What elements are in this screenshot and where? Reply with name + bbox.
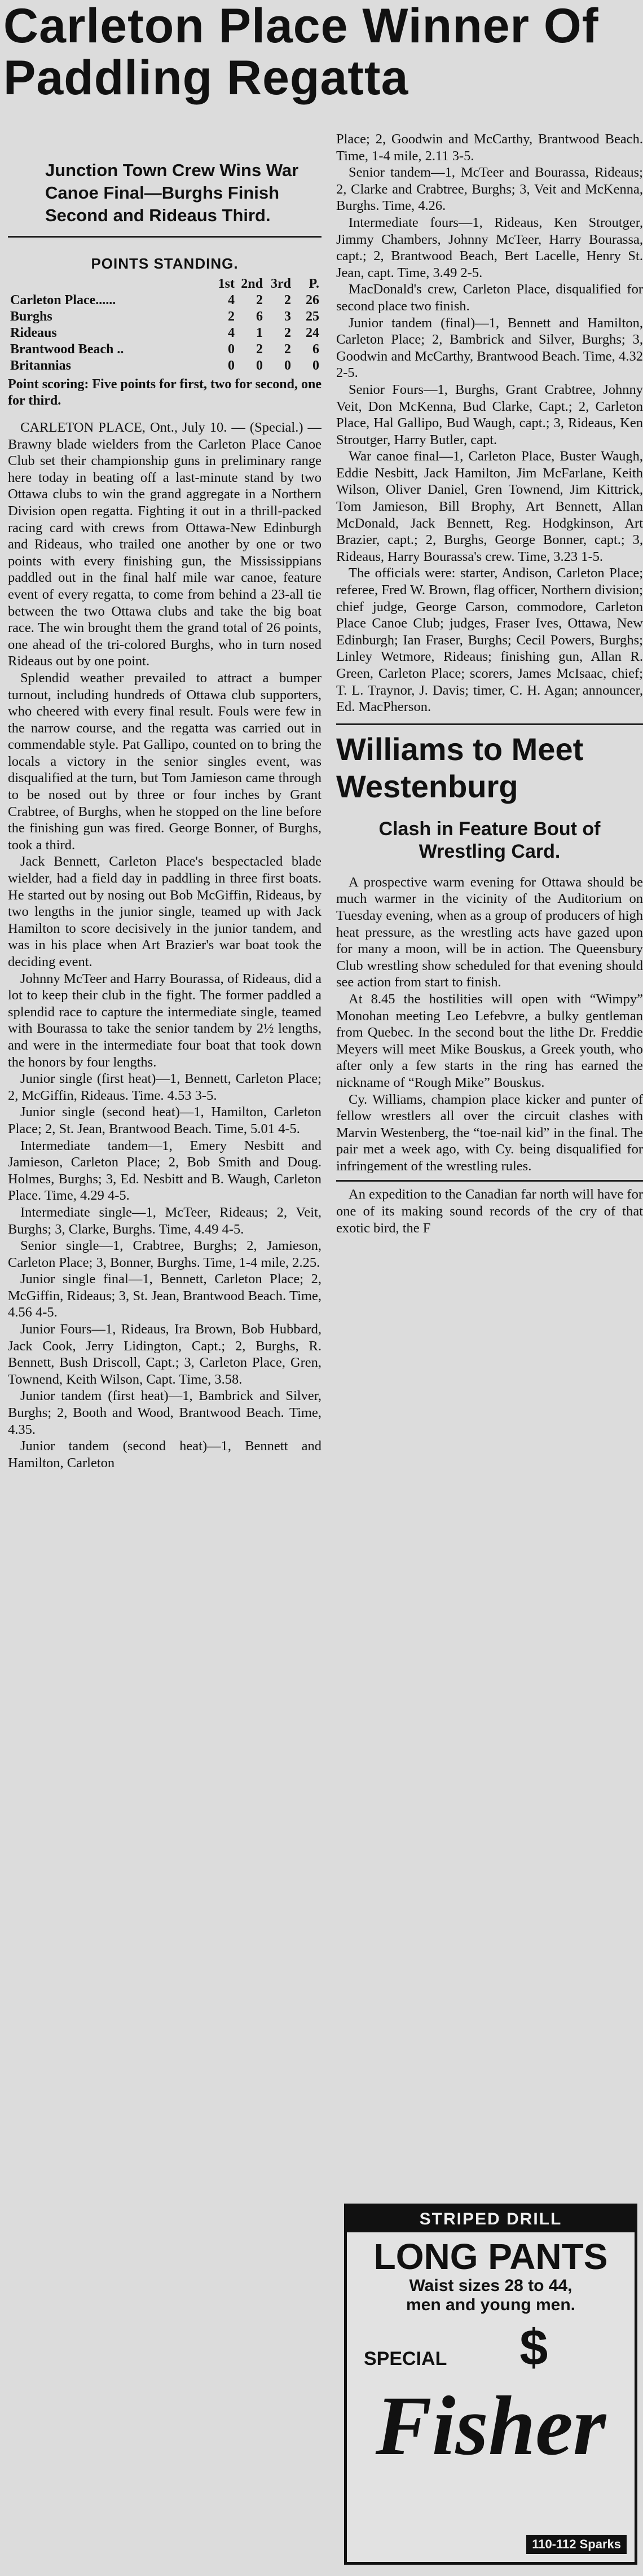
result-paragraph: Junior single (first heat)—1, Bennett, Carleton Place; 2, McGiffin, Rideaus. Time. 4.53 3-5. xyxy=(8,1071,322,1103)
result-paragraph: Junior tandem (first heat)—1, Bambrick and Silver, Burghs; 2, Booth and Wood, Brantwood Beach. Time, 4.35. xyxy=(8,1388,322,1437)
ad-address: 110-112 Sparks xyxy=(526,2535,627,2554)
standing-cell: 0 xyxy=(228,342,235,357)
williams-headline: Williams to Meet Westenburg xyxy=(336,731,584,804)
club-name: Brantwood Beach .. xyxy=(10,342,124,357)
standing-row xyxy=(8,358,322,374)
wrestling-paragraph: At 8.45 the hostilities will open with “Wimpy” Monohan meeting Leo Lefebvre, a bulky gentleman from Quebec. In the second bout the lithe Dr. Freddie Meyers will meet Mike Bouskus, a Greek youth, who after only a few starts in the ring has earned the nickname of “Rough Mike” Bouskus. xyxy=(336,991,643,1090)
ad-product: LONG PANTS xyxy=(373,2236,608,2277)
standing-header-row xyxy=(8,276,322,292)
regatta-article xyxy=(8,255,322,2569)
standing-header: 2nd xyxy=(241,277,263,291)
ad-special-label: SPECIAL xyxy=(364,2348,447,2369)
result-paragraph: Junior tandem (final)—1, Bennett and Hamilton, Carleton Place; 2, Bambrick and Silver, Burghs; 3, Goodwin and McCarthy, Brantwood Beach. Time, 4.32 2-5. xyxy=(336,315,643,381)
standing-cell: 0 xyxy=(284,358,291,373)
article-paragraph: Splendid weather prevailed to attract a bumper turnout, including hundreds of Ottawa club supporters, who cheered with every final result. Fouls were few in the narrow course, and the regatta was carried out in commendable style. Pat Gallipo, counted on to bring the locals a victory in the senior singles event, was disqualified at the turn, but Tom Jamieson came through to be nosed out by three or four inches by Grant Crabtree, of Burghs, when he stopped on the line before the finishing gun was fired. George Bonner, of Burghs, took a third. xyxy=(8,670,322,853)
standing-cell: 0 xyxy=(312,358,319,373)
standing-table xyxy=(8,276,322,374)
standing-title: POINTS STANDING. xyxy=(91,255,239,272)
divider xyxy=(336,1180,643,1182)
wrestling-paragraph: Cy. Williams, champion place kicker and punter of fellow wrestlers all over the circuit clashes with Marvin Westenberg, the “toe-nail kid” in the final. The pair met a week ago, with Cy. being disqualified for infringement of the wrestling rules. xyxy=(336,1091,643,1174)
fisher-ad xyxy=(344,2204,637,2565)
article-paragraph: Johnny McTeer and Harry Bourassa, of Rideaus, did a lot to keep their club in the fight. The former paddled a splendid race to capture the intermediate single, teamed with Bourassa to take the senior tandem by 2½ lengths, and were in the intermediate four boat that took down the honors by four lengths. xyxy=(8,971,322,1070)
ad-price-sign: $ xyxy=(519,2320,548,2376)
result-paragraph: MacDonald's crew, Carleton Place, disqualified for second place two finish. xyxy=(336,282,643,314)
ad-line: men and young men. xyxy=(406,2296,576,2314)
standing-row xyxy=(8,325,322,341)
divider xyxy=(336,723,643,725)
wrestling-paragraph: A prospective warm evening for Ottawa should be much warmer in the vicinity of the Auditorium on Tuesday evening, when as a group of producers of high heat pressure, as the wrestling acts have gazed upon for many a moon, will be in action. The Queensbury Club wrestling show scheduled for that evening should see action from start to finish. xyxy=(336,874,643,990)
standing-row xyxy=(8,341,322,358)
result-paragraph: Junior Fours—1, Rideaus, Ira Brown, Bob Hubbard, Jack Cook, Jerry Lidington, Capt.; 2, Burghs, R. Bennett, Bush Driscoll, Capt.; 3, Carleton Place, Gren, Townend, Keith Wilson, Capt. Time, 3.58. xyxy=(8,1322,322,1387)
club-name: Britannias xyxy=(10,358,72,373)
standing-cell: 24 xyxy=(306,326,319,340)
result-paragraph: Senior single—1, Crabtree, Burghs; 2, Jamieson, Carleton Place; 3, Bonner, Burghs. Time, 1-4 mile, 2.25. xyxy=(8,1238,322,1270)
standing-cell: 3 xyxy=(284,309,291,324)
headline-spacer xyxy=(336,0,643,131)
result-paragraph: Intermediate tandem—1, Emery Nesbitt and Jamieson, Carleton Place; 2, Bob Smith and Doug. Holmes, Burghs; 3, Ed. Nesbitt and B. Waugh, Carleton Place. Time, 4.29 4-5. xyxy=(8,1138,322,1204)
club-name: Burghs xyxy=(10,309,52,324)
result-paragraph: Junior single (second heat)—1, Hamilton, Carleton Place; 2, St. Jean, Brantwood Beach. Time, 5.01 4-5. xyxy=(8,1104,322,1136)
standing-row xyxy=(8,292,322,309)
officials-paragraph: The officials were: starter, Andison, Carleton Place; referee, Fred W. Brown, flag officer, Northern division; chief judge, George Carson, commodore, Carleton Place Canoe Club; judges, Fraser Ives, Ottawa, New Edinburgh; Ian Fraser, Burghs; Cecil Powers, Burghs; Linley Wetmore, Rideaus; finishing gun, Allan R. Green, Carleton Place; scorers, James McIsaac, chief; T. L. Traynor, J. Davis; timer, C. H. Agan; announcer, Ed. MacPherson. xyxy=(336,565,643,715)
standing-cell: 0 xyxy=(228,358,235,373)
result-paragraph: Senior tandem—1, McTeer and Bourassa, Rideaus; 2, Clarke and Crabtree, Burghs; 3, Veit and McKenna, Burghs. Time, 4.26. xyxy=(336,165,643,214)
ad-brand-logo: Fisher xyxy=(375,2379,606,2473)
ad-top-label: STRIPED DRILL xyxy=(347,2206,635,2232)
standing-cell: 6 xyxy=(312,342,319,357)
filler-paragraph: An expedition to the Canadian far north will have for one of its making sound records of the cry of that exotic bird, the F xyxy=(336,1187,643,1236)
result-paragraph: Senior Fours—1, Burghs, Grant Crabtree, Johnny Veit, Don McKenna, Bud Clarke, Capt.; 2, Carleton Place, Hal Gallipo, Bud Waugh, capt.; 3, Rideaus, Ken Stroutger, Harry Butler, capt. xyxy=(336,381,643,447)
subhead: Junction Town Crew Wins War Canoe Final—Burghs Finish Second and Rideaus Third. xyxy=(45,160,299,225)
result-paragraph: Intermediate fours—1, Rideaus, Ken Stroutger, Jimmy Chambers, Johnny McTeer, Harry Bourassa, capt.; 2, Brantwood Beach, Bert Lacelle, Henry St. Jean, capt. Time, 3.49 2-5. xyxy=(336,214,643,280)
result-paragraph: Junior single final—1, Bennett, Carleton Place; 2, McGiffin, Rideaus; 3, St. Jean, Brantwood Beach. Time, 4.56 4-5. xyxy=(8,1271,322,1320)
article-paragraph: CARLETON PLACE, Ont., July 10. — (Special.) — Brawny blade wielders from the Carleton Place Canoe Club set their championship guns in preliminary range here today in beating off a last-minute stand by two Ottawa clubs to win the grand aggregate in a Northern Division open regatta. Fighting it out in a thrill-packed racing card with crews from Ottawa-New Edinburgh and Rideaus, who trailed one another by one or two points with every finishing gun, the Mississippians paddled out in the final half mile war canoe, feature event of every regatta, to come from behind a 23-all tie between the two Ottawa clubs and take the big boat race. The win brought them the grand total of 26 points, one ahead of the tri-colored Burghs, who in turn nosed Rideaus out by one point. xyxy=(8,420,322,669)
standing-header: 1st xyxy=(218,277,235,291)
standing-cell: 2 xyxy=(256,342,263,357)
right-column xyxy=(336,0,643,2576)
standing-cell: 4 xyxy=(228,293,235,308)
article-paragraph: Jack Bennett, Carleton Place's bespectacled blade wielder, had a field day in paddling in three first boats. He started out by nosing out Bob McGiffin, Rideaus, by two lengths in the junior single, teamed up with Jack Hamilton to score decisively in the junior tandem, and was in his place when Art Brazier's war boat took the deciding event. xyxy=(8,854,322,969)
result-paragraph: Junior tandem (second heat)—1, Bennett and Hamilton, Carleton xyxy=(8,1438,322,1471)
standing-cell: 2 xyxy=(284,342,291,357)
standing-cell: 6 xyxy=(256,309,263,324)
point-scoring-note: Point scoring: Five points for first, two for second, one for third. xyxy=(8,377,322,408)
club-name: Rideaus xyxy=(10,326,57,340)
standing-cell: 2 xyxy=(284,293,291,308)
ad-line: Waist sizes 28 to 44, xyxy=(409,2276,572,2295)
williams-subhead: Clash in Feature Bout of Wrestling Card. xyxy=(378,818,601,862)
standing-header: P. xyxy=(309,277,319,291)
standing-row xyxy=(8,309,322,325)
club-name: Carleton Place...... xyxy=(10,293,116,308)
result-paragraph: Intermediate single—1, McTeer, Rideaus; 2, Veit, Burghs; 3, Clarke, Burghs. Time, 4.49 4-5. xyxy=(8,1204,322,1237)
headline: Carleton Place Winner Of Paddling Regatta xyxy=(3,0,599,105)
standing-cell: 2 xyxy=(284,326,291,340)
standing-header: 3rd xyxy=(271,277,291,291)
standing-cell: 1 xyxy=(256,326,263,340)
divider xyxy=(8,236,322,238)
result-paragraph: Place; 2, Goodwin and McCarthy, Brantwood Beach. Time, 1-4 mile, 2.11 3-5. xyxy=(336,131,643,164)
standing-cell: 26 xyxy=(306,293,319,308)
standing-cell: 2 xyxy=(228,309,235,324)
standing-cell: 0 xyxy=(256,358,263,373)
result-paragraph: War canoe final—1, Carleton Place, Buster Waugh, Eddie Nesbitt, Jack Hamilton, Jim McFarlane, Keith Wilson, Oliver Daniel, Gren Townend, Jim Kittrick, Tom Jamieson, Bill Brophy, Art Bennett, Allan McDonald, Jack Bennett, Reg. Hodgkinson, Art Brazier, capt.; 2, Burghs, George Bonner, capt.; 3, Rideaus, Harry Bourassa's crew. Time, 3.23 1-5. xyxy=(336,449,643,564)
standing-cell: 25 xyxy=(306,309,319,324)
ad-special xyxy=(347,2319,635,2377)
standing-cell: 2 xyxy=(256,293,263,308)
standing-cell: 4 xyxy=(228,326,235,340)
